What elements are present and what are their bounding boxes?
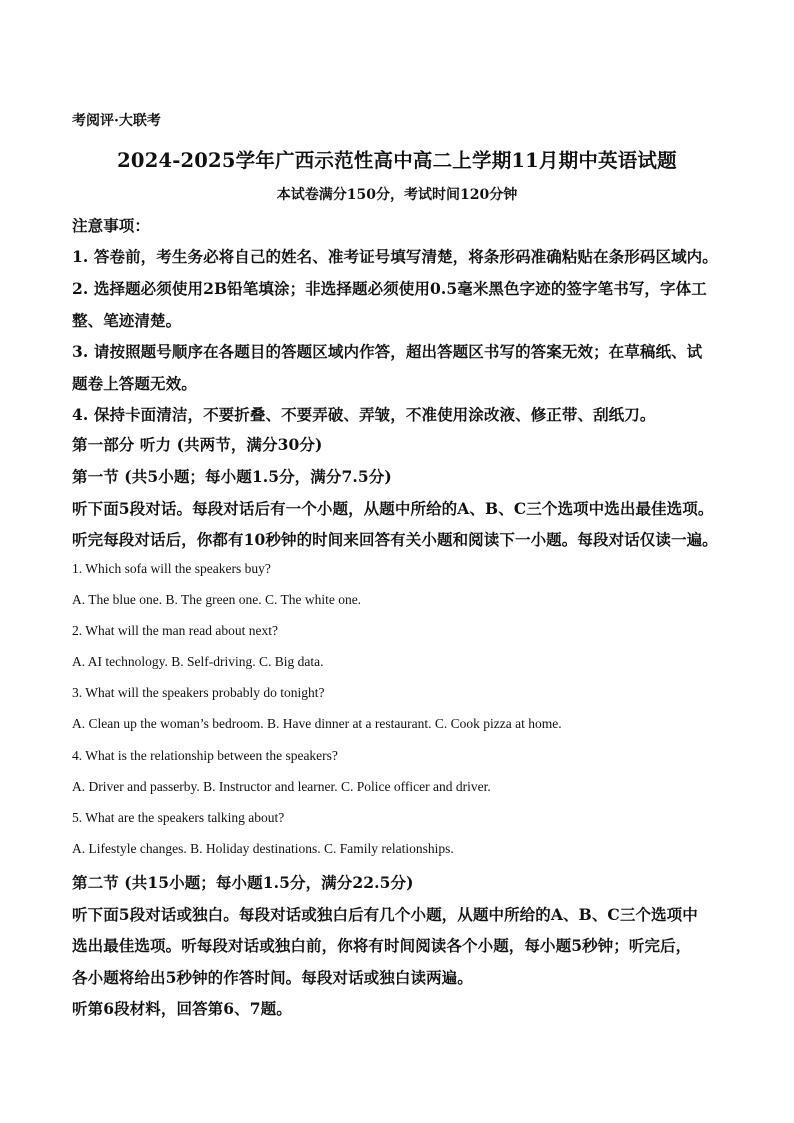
question-3-options: A. Clean up the woman’s bedroom. B. Have dinner at a restaurant. C. Cook pizza at home. — [72, 716, 562, 731]
question-2-options: A. AI technology. B. Self-driving. C. Big data. — [72, 654, 324, 669]
notice-item-2-line-1: 2. 选择题必须使用2B铅笔填涂；非选择题必须使用0.5毫米黑色字迹的签字笔书写，字体工 — [72, 279, 707, 298]
exam-title: 2024-2025学年广西示范性高中高二上学期11月期中英语试题 — [117, 149, 677, 172]
question-3: 3. What will the speakers probably do tonight? — [72, 685, 325, 700]
section-2-instruction-line-2: 选出最佳选项。听每段对话或独白前，你将有时间阅读各个小题，每小题5秒钟；听完后， — [72, 936, 692, 955]
notice-item-3-line-2: 题卷上答题无效。 — [72, 374, 197, 393]
section-2-instruction-line-3: 各小题将给出5秒钟的作答时间。每段对话或独白读两遍。 — [72, 968, 473, 987]
notice-heading: 注意事项： — [72, 216, 151, 235]
question-1: 1. Which sofa will the speakers buy? — [72, 561, 271, 576]
section-2-instruction-line-1: 听下面5段对话或独白。每段对话或独白后有几个小题，从题中所给的A、B、C三个选项中 — [72, 905, 698, 924]
exam-subtitle: 本试卷满分150分，考试时间120分钟 — [276, 187, 518, 203]
section-1-instruction-line-1: 听下面5段对话。每段对话后有一个小题，从题中所给的A、B、C三个选项中选出最佳选项。 — [72, 499, 714, 518]
question-4: 4. What is the relationship between the speakers? — [72, 748, 338, 763]
question-2: 2. What will the man read about next? — [72, 623, 278, 638]
part-1-heading: 第一部分 听力 (共两节，满分30分) — [72, 435, 323, 454]
notice-item-2-line-2: 整、笔迹清楚。 — [72, 311, 182, 330]
question-5: 5. What are the speakers talking about? — [72, 810, 285, 825]
section-1-instruction-line-2: 听完每段对话后，你都有10秒钟的时间来回答有关小题和阅读下一小题。每段对话仅读一遍。 — [72, 530, 718, 549]
notice-item-1: 1. 答卷前，考生务必将自己的姓名、准考证号填写清楚，将条形码准确粘贴在条形码区域内。 — [72, 247, 718, 266]
question-5-options: A. Lifestyle changes. B. Holiday destinations. C. Family relationships. — [72, 841, 454, 856]
question-4-options: A. Driver and passerby. B. Instructor and learner. C. Police officer and driver. — [72, 779, 491, 794]
notice-item-3-line-1: 3. 请按照题号顺序在各题目的答题区域内作答，超出答题区书写的答案无效；在草稿纸、试 — [72, 342, 703, 361]
notice-item-4: 4. 保持卡面清洁，不要折叠、不要弄破、弄皱，不准使用涂改液、修正带、刮纸刀。 — [72, 405, 656, 424]
material-6-prompt: 听第6段材料，回答第6、7题。 — [72, 999, 292, 1018]
section-1-heading: 第一节 (共5小题；每小题1.5分，满分7.5分) — [72, 467, 392, 486]
section-2-heading: 第二节 (共15小题；每小题1.5分，满分22.5分) — [72, 873, 414, 892]
question-1-options: A. The blue one. B. The green one. C. The white one. — [72, 592, 362, 607]
exam-source-tag: 考阅评·大联考 — [72, 113, 161, 129]
